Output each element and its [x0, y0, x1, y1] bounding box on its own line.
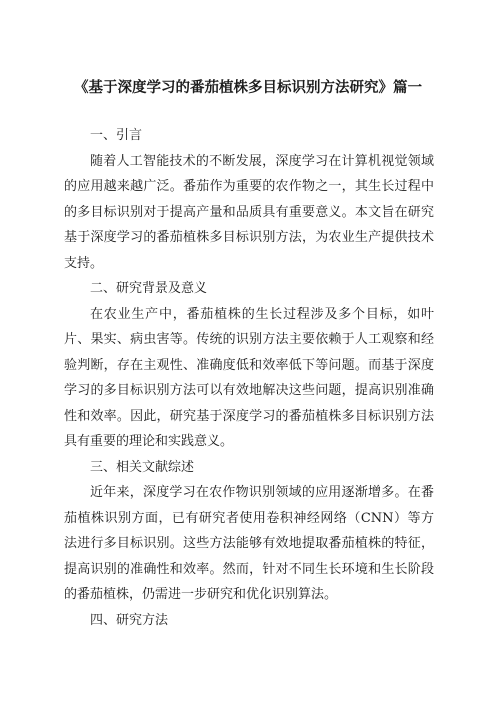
section-heading-methods: 四、研究方法: [90, 612, 169, 628]
paragraph-background: 在农业生产中，番茄植株的生长过程涉及多个目标，如叶片、果实、病虫害等。传统的识别方法主要依赖于人工观察和经验判断，存在主观性、准确度低和效率低下等问题。而基于深度学习的多目标识别方法可以有效地解决这些问题，提高识别准确性和效率。因此，研究基于深度学习的番茄植株多目标识别方法具有重要的理论和实践意义。: [64, 306, 434, 449]
document-body: [64, 123, 434, 633]
section-heading-literature-review: 三、相关文献综述: [90, 459, 195, 475]
paragraph-literature-review: 近年来，深度学习在农作物识别领域的应用逐渐增多。在番茄植株识别方面，已有研究者使用卷积神经网络（CNN）等方法进行多目标识别。这些方法能够有效地提取番茄植株的特征，提高识别的准确性和效率。然而，针对不同生长环境和生长阶段的番茄植株，仍需进一步研究和优化识别算法。: [64, 485, 434, 602]
section-heading-background: 二、研究背景及意义: [90, 281, 208, 296]
section-heading-introduction: 一、引言: [90, 128, 143, 143]
paragraph-introduction: 随着人工智能技术的不断发展，深度学习在计算机视觉领域的应用越来越广泛。番茄作为重要的农作物之一，其生长过程中的多目标识别对于提高产量和品质具有重要意义。本文旨在研究基于深度学习的番茄植株多目标识别方法，为农业生产提供技术支持。: [64, 153, 434, 271]
document-title: 《基于深度学习的番茄植株多目标识别方法研究》篇一: [74, 79, 422, 96]
